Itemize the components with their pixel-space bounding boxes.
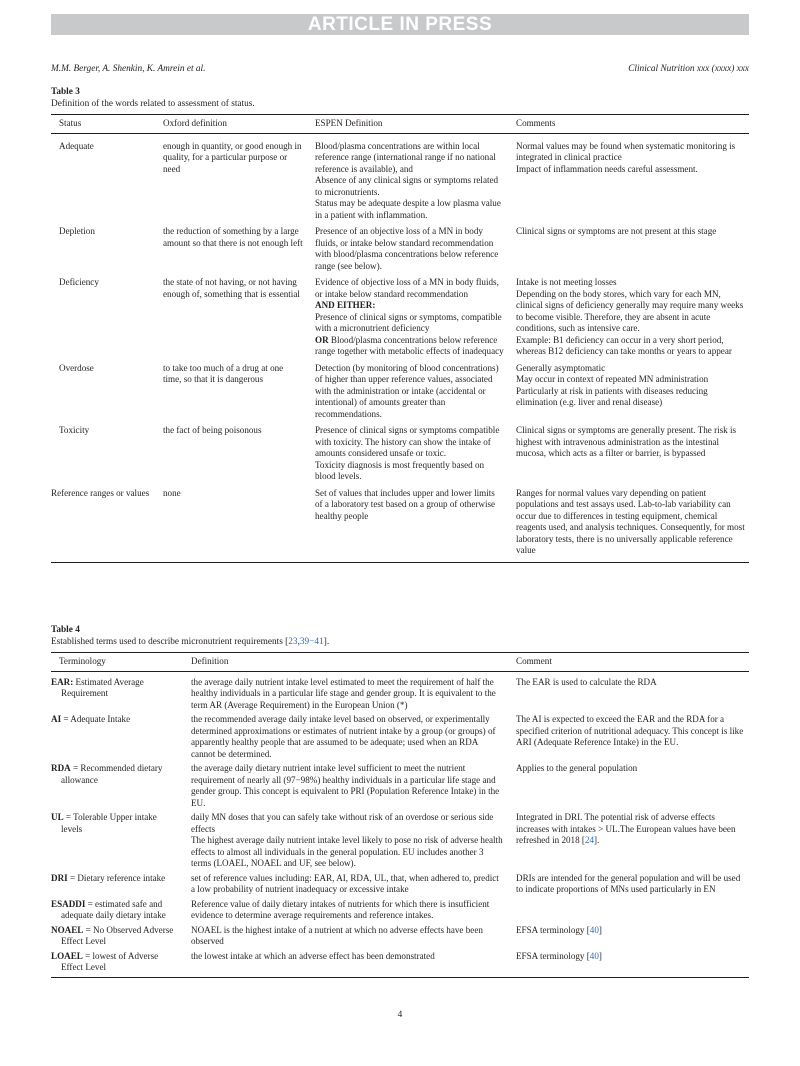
definition-cell bbox=[183, 951, 508, 978]
status-cell: Reference ranges or values bbox=[51, 488, 155, 563]
terminology-cell bbox=[51, 714, 183, 763]
espen-cell bbox=[307, 133, 508, 226]
definition-cell bbox=[183, 763, 508, 812]
table-row bbox=[51, 671, 749, 714]
comments-cell bbox=[508, 488, 749, 563]
espen-cell bbox=[307, 226, 508, 277]
column-header-terminology: Terminology bbox=[51, 653, 183, 672]
oxford-cell: to take too much of a drug at one time, so that it is dangerous bbox=[163, 362, 284, 384]
running-head-authors: M.M. Berger, A. Shenkin, K. Amrein et al. bbox=[51, 64, 206, 74]
running-head-journal: Clinical Nutrition xxx (xxxx) xxx bbox=[628, 64, 749, 74]
comments-cell bbox=[508, 226, 749, 277]
column-header-espen: ESPEN Definition bbox=[307, 115, 508, 134]
status-cell: Toxicity bbox=[59, 425, 90, 435]
comments-cell bbox=[508, 133, 749, 226]
comment-text: EFSA terminology [ bbox=[516, 924, 590, 935]
comment-cell bbox=[508, 925, 749, 951]
term-abbreviation: ESADDI bbox=[51, 898, 86, 909]
oxford-cell: none bbox=[155, 488, 307, 563]
citation-link[interactable]: 40 bbox=[589, 950, 599, 961]
definition-text: daily MN doses that you can safely take without risk of an overdose or serious side effects bbox=[191, 812, 494, 834]
comment-cell bbox=[508, 671, 749, 714]
citation-link[interactable]: 24 bbox=[584, 835, 595, 845]
term-name: = lowest of Adverse Effect Level bbox=[61, 950, 159, 972]
table-row bbox=[51, 873, 749, 899]
page-number: 4 bbox=[397, 1010, 403, 1020]
espen-cell bbox=[307, 363, 508, 426]
term-name: = Tolerable Upper intake levels bbox=[61, 812, 157, 834]
espen-cell bbox=[307, 488, 508, 563]
status-cell: Depletion bbox=[59, 226, 95, 236]
table-3-grid bbox=[51, 114, 749, 563]
terminology-cell bbox=[51, 899, 183, 925]
terminology-cell bbox=[51, 812, 183, 873]
espen-text: Toxicity diagnosis is most frequently based on blood levels. bbox=[315, 459, 485, 481]
oxford-cell: enough in quantity, or good enough in quality, for a particular purpose or need bbox=[163, 140, 302, 174]
terminology-cell bbox=[51, 873, 183, 899]
definition-text: the average daily nutrient intake level estimated to meet the requirement of half the healthy individuals in a particular life stage and gender group. It is equivalent to the term AR (Average Requirement) in the European Union (*) bbox=[191, 676, 496, 710]
comment-text: Intake is not meeting losses bbox=[516, 277, 617, 287]
table-row bbox=[51, 951, 749, 978]
comment-text: Particularly at risk in patients with diseases reducing elimination (e.g. liver and renal disease) bbox=[516, 385, 708, 407]
espen-and-either: AND EITHER: bbox=[315, 300, 376, 310]
table-row bbox=[51, 812, 749, 873]
table-4-label: Table 4 bbox=[51, 625, 80, 635]
comment-text: The AI is expected to exceed the EAR and the RDA for a specified criterion of nutritional adequacy. This concept is like ARI (Adequate Reference Intake) in the EU. bbox=[516, 714, 744, 747]
comments-cell bbox=[508, 277, 749, 363]
citation-link[interactable]: 23 bbox=[288, 637, 298, 647]
comment-text: May occur in context of repeated MN administration bbox=[516, 374, 709, 384]
oxford-cell: the state of not having, or not having enough of, something that is essential bbox=[163, 277, 300, 299]
term-abbreviation: RDA bbox=[51, 763, 71, 773]
table-row bbox=[51, 488, 749, 563]
comment-text: Applies to the general population bbox=[516, 763, 638, 773]
table-3-label: Table 3 bbox=[51, 87, 80, 97]
definition-text: the lowest intake at which an adverse effect has been demonstrated bbox=[191, 950, 435, 961]
term-abbreviation: LOAEL bbox=[51, 950, 83, 961]
comment-text: Example: B1 deficiency can occur in a very short period, whereas B12 deficiency can take months or years to appear bbox=[516, 334, 732, 356]
definition-cell bbox=[183, 873, 508, 899]
table-4 bbox=[51, 625, 749, 978]
definition-cell bbox=[183, 812, 508, 873]
espen-text: Absence of any clinical signs or symptoms related to micronutrients. bbox=[315, 175, 499, 197]
table-row bbox=[51, 133, 749, 226]
terminology-cell bbox=[51, 671, 183, 714]
definition-text: The highest average daily nutrient intake level likely to pose no risk of adverse health effects to almost all individuals in the general population. EU includes another 3 terms (LOAEL, NOAEL and UF, see below). bbox=[191, 835, 503, 868]
espen-text: Presence of an objective loss of a MN in body fluids, or intake below standard recommendation with blood/plasma concentrations below reference range (see below). bbox=[315, 226, 499, 271]
comment-cell bbox=[508, 951, 749, 978]
comment-text: ]. bbox=[594, 835, 600, 845]
espen-text: Detection (by monitoring of blood concentrations) of higher than upper reference values, associated with the administration or intake (accidental or intentional) of amounts greater than recommendations. bbox=[315, 362, 499, 419]
definition-text: Reference value of daily dietary intakes of nutrients for which there is insufficient evidence to determine average requirements and reference intakes. bbox=[191, 898, 490, 920]
column-header-oxford: Oxford definition bbox=[155, 115, 307, 134]
espen-text: Status may be adequate despite a low plasma value in a patient with inflammation. bbox=[315, 198, 501, 220]
term-name: = No Observed Adverse Effect Level bbox=[61, 924, 174, 946]
table-row bbox=[51, 925, 749, 951]
table-row bbox=[51, 763, 749, 812]
terminology-cell bbox=[51, 925, 183, 951]
table-row bbox=[51, 899, 749, 925]
table-3-caption: Definition of the words related to assessment of status. bbox=[51, 99, 255, 109]
comment-text: EFSA terminology [ bbox=[516, 950, 590, 961]
table-row bbox=[51, 226, 749, 277]
comment-cell bbox=[508, 714, 749, 763]
table-3 bbox=[51, 87, 749, 563]
term-name: = Recommended dietary allowance bbox=[61, 763, 163, 785]
term-abbreviation: UL bbox=[51, 812, 64, 822]
terminology-cell bbox=[51, 763, 183, 812]
espen-text: Evidence of objective loss of a MN in body fluids, or intake below standard recommendation bbox=[315, 277, 499, 299]
term-name: = Dietary reference intake bbox=[67, 872, 166, 883]
term-name: = Adequate Intake bbox=[61, 714, 131, 724]
espen-cell bbox=[307, 277, 508, 363]
espen-text: Blood/plasma concentrations are within local reference range (international range if no national reference is available), and bbox=[315, 140, 496, 174]
status-cell: Deficiency bbox=[59, 277, 99, 287]
table-4-caption bbox=[51, 636, 749, 648]
comment-text: Generally asymptomatic bbox=[516, 362, 606, 373]
comment-cell bbox=[508, 873, 749, 899]
caption-text: ]. bbox=[323, 637, 330, 647]
comment-text: Integrated in DRI. The potential risk of adverse effects increases with intakes > UL.The European values have been refreshed in 2018 [ bbox=[516, 812, 736, 845]
espen-text: Blood/plasma concentrations below reference range together with metabolic effects of inadequacy bbox=[315, 334, 504, 356]
column-header-comments: Comments bbox=[508, 115, 749, 134]
definition-cell bbox=[183, 714, 508, 763]
citation-link[interactable]: 39−41 bbox=[299, 637, 324, 647]
comment-text: Normal values may be found when systematic monitoring is integrated in clinical practice bbox=[516, 140, 736, 162]
table-row bbox=[51, 714, 749, 763]
term-abbreviation: EAR: bbox=[51, 676, 74, 687]
table-4-grid bbox=[51, 652, 749, 978]
term-name: = estimated safe and adequate daily dietary intake bbox=[61, 898, 166, 920]
terminology-cell bbox=[51, 951, 183, 978]
status-cell: Overdose bbox=[59, 362, 94, 373]
comment-text: The EAR is used to calculate the RDA bbox=[516, 676, 657, 687]
comment-cell bbox=[508, 899, 749, 925]
column-header-status: Status bbox=[51, 115, 155, 134]
term-abbreviation: AI bbox=[51, 714, 62, 724]
article-in-press-banner: ARTICLE IN PRESS bbox=[51, 14, 749, 35]
espen-or-keyword: OR bbox=[315, 334, 329, 345]
espen-cell bbox=[307, 425, 508, 488]
status-cell: Adequate bbox=[59, 140, 94, 151]
comment-text: Clinical signs or symptoms are generally present. The risk is highest with intravenous administration as the intestinal mucosa, which acts as a filter or barrier, is bypassed bbox=[516, 425, 737, 458]
oxford-cell: the fact of being poisonous bbox=[163, 425, 262, 435]
comment-cell bbox=[508, 812, 749, 873]
definition-text: the recommended average daily intake level based on observed, or experimentally determined approximations or estimates of nutrient intake by a group (or groups) of apparently healthy people that are assumed to be adequate; used when an RDA cannot be determined. bbox=[191, 714, 496, 759]
column-header-definition: Definition bbox=[183, 653, 508, 672]
comments-cell bbox=[508, 425, 749, 488]
definition-text: NOAEL is the highest intake of a nutrient at which no adverse effects have been observed bbox=[191, 924, 483, 946]
definition-text: the average daily dietary nutrient intake level sufficient to meet the nutrient requirement of nearly all (97−98%) healthy individuals in a particular life stage and gender group. This concept is equivalent to PRI (Population Reference Intake) in the EU. bbox=[191, 763, 500, 808]
table-header-row bbox=[51, 115, 749, 134]
espen-text: Presence of clinical signs or symptoms compatible with toxicity. The history can show the intake of amounts considered unsafe or toxic. bbox=[315, 425, 500, 458]
caption-text: , bbox=[297, 637, 300, 647]
term-abbreviation: DRI bbox=[51, 872, 68, 883]
comment-text: Ranges for normal values vary depending on patient populations and test assays used. Lab-to-lab variability can occur due to differences in testing equipment, chemical reagents used, and analysis techniques. Consequently, for most laboratory tests, there is no universally applicable reference value bbox=[516, 487, 745, 555]
term-name: Estimated Average Requirement bbox=[61, 676, 144, 698]
definition-cell bbox=[183, 925, 508, 951]
comment-text: ] bbox=[598, 950, 602, 961]
definition-cell bbox=[183, 899, 508, 925]
espen-text: Set of values that includes upper and lower limits of a laboratory test based on a group of otherwise healthy people bbox=[315, 487, 496, 521]
table-row bbox=[51, 425, 749, 488]
table-row bbox=[51, 277, 749, 363]
comment-text: Impact of inflammation needs careful assessment. bbox=[516, 163, 698, 174]
term-abbreviation: NOAEL bbox=[51, 924, 84, 935]
espen-or-line bbox=[315, 335, 504, 358]
comment-text: Depending on the body stores, which vary for each MN, clinical signs of deficiency generally may require many weeks to become visible. Therefore, they are absent in acute conditions, such as intensive care. bbox=[516, 288, 744, 333]
comment-text: Clinical signs or symptoms are not present at this stage bbox=[516, 226, 717, 236]
comment-cell bbox=[508, 763, 749, 812]
definition-text: set of reference values including: EAR, AI, RDA, UL, that, when adhered to, predict a low probability of nutrient inadequacy or excessive intake bbox=[191, 872, 499, 894]
citation-link[interactable]: 40 bbox=[589, 924, 599, 935]
table-header-row bbox=[51, 653, 749, 672]
oxford-cell: the reduction of something by a large amount so that there is not enough left bbox=[163, 226, 303, 248]
comments-cell bbox=[508, 363, 749, 426]
table-row bbox=[51, 363, 749, 426]
column-header-comment: Comment bbox=[508, 653, 749, 672]
definition-cell bbox=[183, 671, 508, 714]
espen-text: Presence of clinical signs or symptoms, compatible with a micronutrient deficiency bbox=[315, 311, 502, 333]
comment-text: DRIs are intended for the general population and will be used to indicate proportions of MNs used particularly in EN bbox=[516, 872, 741, 894]
caption-text: Established terms used to describe micronutrient requirements [ bbox=[51, 637, 289, 647]
comment-text: ] bbox=[598, 924, 602, 935]
